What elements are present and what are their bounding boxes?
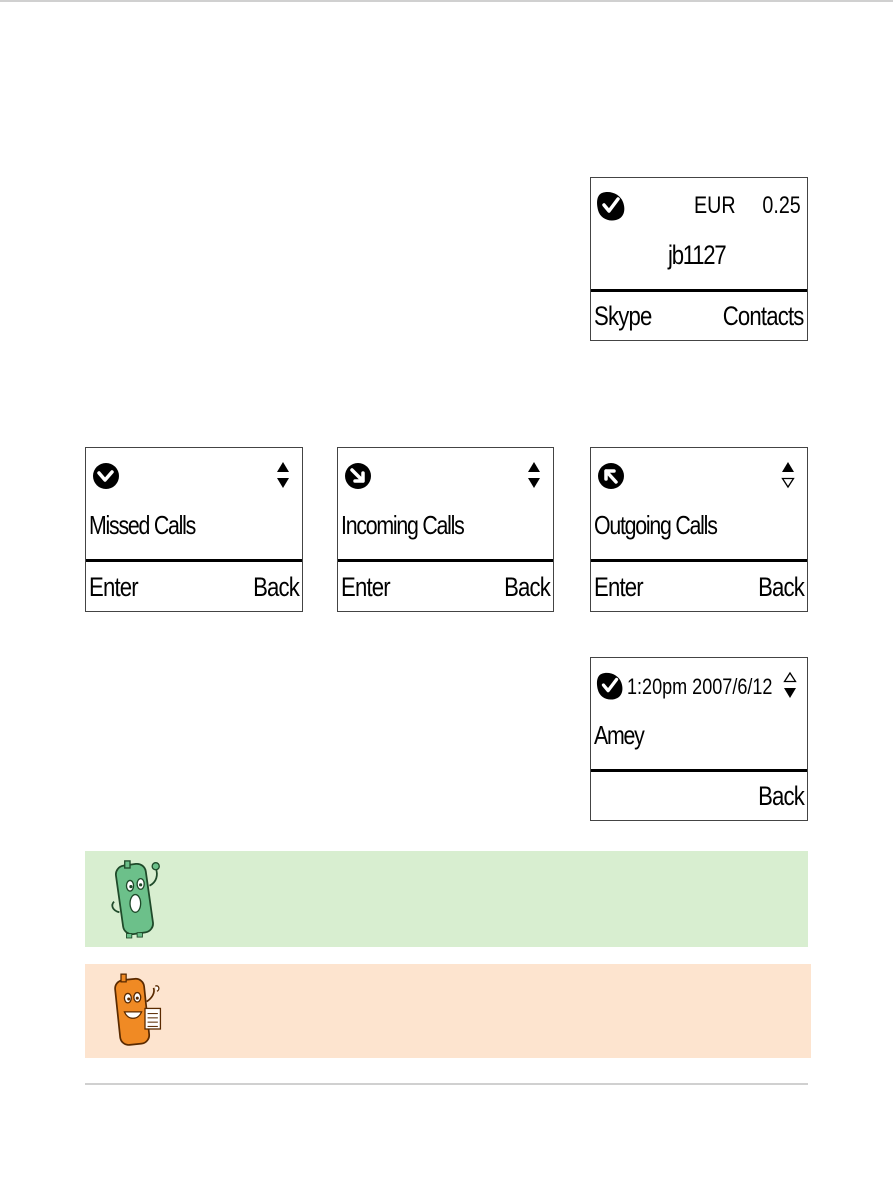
call-detail-screen [590,657,808,821]
screen-title: Incoming Calls [341,510,464,540]
screen-title: Missed Calls [89,510,196,540]
softkey-back[interactable]: Back [504,572,550,602]
softkey-back[interactable]: Back [758,781,804,811]
softkey-skype[interactable]: Skype [594,301,652,331]
footer-rule [85,1083,808,1085]
phone-mascot-warning-icon [109,969,169,1053]
softkey-enter[interactable]: Enter [594,572,643,602]
outgoing-calls-screen [590,447,808,612]
softkey-divider [86,559,302,562]
skype-online-icon [596,670,624,702]
home-screen [590,177,808,341]
skype-online-icon [596,190,626,222]
currency-label: EUR [694,192,736,219]
balance-value: 0.25 [762,192,801,219]
softkey-enter[interactable]: Enter [89,572,138,602]
warning-note [85,964,811,1058]
screen-title: Outgoing Calls [594,510,717,540]
scroll-up-icon [781,460,795,490]
username: jb1127 [668,240,726,270]
softkey-divider [338,559,553,562]
tip-note [85,851,808,947]
scroll-up-down-icon [276,460,290,490]
scroll-up-down-icon [527,460,541,490]
softkey-divider [591,769,807,772]
outgoing-call-icon [596,460,626,492]
softkey-back[interactable]: Back [253,572,299,602]
incoming-calls-screen [337,447,554,612]
header-rule [0,0,893,2]
phone-mascot-tip-icon [107,856,169,942]
softkey-contacts[interactable]: Contacts [723,301,804,331]
scroll-down-icon [783,670,797,700]
softkey-divider [591,289,807,292]
softkey-enter[interactable]: Enter [341,572,390,602]
contact-name: Amey [594,720,644,750]
missed-call-icon [91,460,121,492]
call-timestamp: 1:20pm 2007/6/12 [627,674,773,699]
softkey-back[interactable]: Back [758,572,804,602]
incoming-call-icon [343,460,373,492]
softkey-divider [591,559,807,562]
missed-calls-screen [85,447,303,612]
